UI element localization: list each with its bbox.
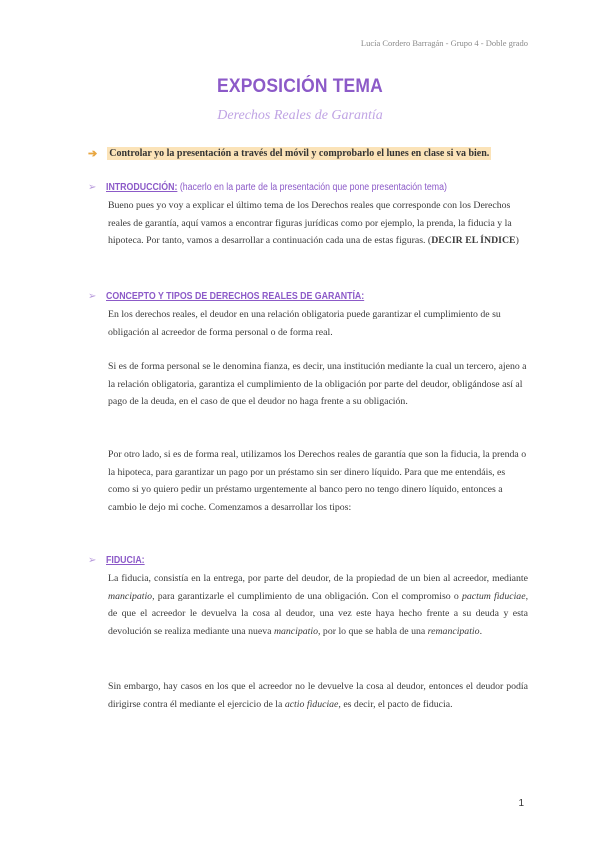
document-header: Lucía Cordero Barragán - Grupo 4 - Doble grado xyxy=(360,38,528,48)
section-heading-introduccion xyxy=(88,182,493,193)
triangle-bullet-icon: ➢ xyxy=(88,291,97,302)
intro-bold-text: DECIR EL ÍNDICE xyxy=(431,235,516,247)
fiducia-paragraph-2: Sin embargo, hay casos en los que el acreedor no le devuelve la cosa al deudor, entonces el deudor podía dirigirse contra él mediante el ejercicio de la actio fiduciae, es decir, el pacto de fiducia. xyxy=(108,681,528,710)
document-subtitle: Derechos Reales de Garantía xyxy=(217,108,383,123)
triangle-bullet-icon: ➢ xyxy=(88,555,97,566)
section-heading-fiducia xyxy=(88,555,150,566)
reminder-text: Controlar yo la presentación a través del móvil y comprobarlo el lunes en clase si va bien. xyxy=(109,148,490,159)
concepto-paragraph-3: Por otro lado, si es de forma real, utilizamos los Derechos reales de garantía que son la fiducia, la prenda o la hipoteca, para garantizar un pago por un préstamo sin ser dinero líquido. Para que me entendáis, es como si yo quiero pedir un préstamo urgentemente al banco pero no tengo dinero líquido, entonces a cambio le dejo mi coche. Comenzamos a desarrollar los tipos: xyxy=(108,449,527,513)
section-heading-concepto xyxy=(88,291,399,302)
arrow-right-icon: ➔ xyxy=(88,148,98,160)
triangle-bullet-icon: ➢ xyxy=(88,182,97,193)
heading-text: FIDUCIA: xyxy=(106,555,145,566)
heading-note: (hacerlo en la parte de la presentación que pone presentación tema) xyxy=(177,182,447,193)
heading-text: CONCEPTO Y TIPOS DE DERECHOS REALES DE GARANTÍA: xyxy=(106,291,365,302)
intro-text-end: ) xyxy=(515,235,519,247)
page-number: 1 xyxy=(518,798,524,809)
heading-text: INTRODUCCIÓN: xyxy=(106,182,178,193)
concepto-paragraph-1: En los derechos reales, el deudor en una relación obligatoria puede garantizar el cumplimiento de su obligación al acreedor de forma personal o de forma real. xyxy=(108,309,501,338)
document-title: EXPOSICIÓN TEMA xyxy=(217,76,383,97)
reminder-note xyxy=(88,147,491,160)
fiducia-paragraph-1: La fiducia, consistía en la entrega, por parte del deudor, de la propiedad de un bien al acreedor, mediante mancipatio, para garantizarle el cumplimiento de una obligación. Con el compromiso o pactum fiduciae, de que el acreedor le devuelva la cosa al deudor, una vez este haya hecho frente a su deuda y esta devolución se realiza mediante una nueva mancipatio, por lo que se habla de una remancipatio. xyxy=(108,573,529,637)
intro-text: Bueno pues yo voy a explicar el último tema de los Derechos reales que corresponde con los Derechos reales de garantía, aquí vamos a encontrar figuras jurídicas como por ejemplo, la prenda, la fiducia y la hipoteca. Por tanto, vamos a desarrollar a continuación cada una de estas figuras. ( xyxy=(108,200,512,247)
concepto-paragraph-2: Si es de forma personal se le denomina fianza, es decir, una institución mediante la cual un tercero, ajeno a la relación obligatoria, garantiza el cumplimiento de la obligación por parte del deudor, obligándose así al pago de la deuda, en el caso de que el deudor no haga frente a su obligación. xyxy=(108,361,527,408)
intro-paragraph xyxy=(108,197,528,250)
